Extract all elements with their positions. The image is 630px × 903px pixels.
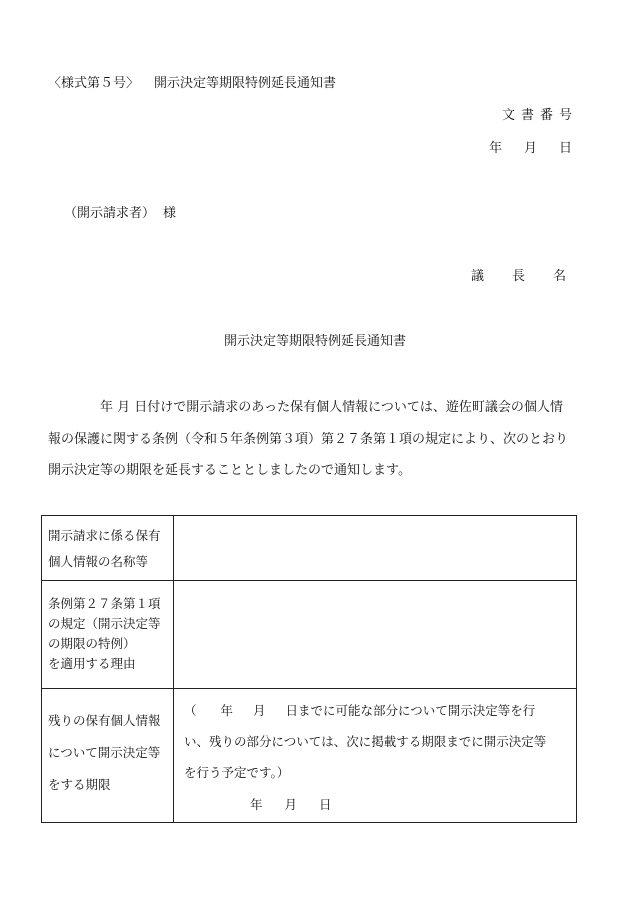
- sender-char-1: 議: [470, 269, 484, 284]
- form-title: 開示決定等期限特例延長通知書: [154, 76, 337, 91]
- row2-label-line: の規定（開示決定等: [48, 616, 161, 631]
- row2-label-line: の期限の特例）: [48, 636, 136, 651]
- sender-char-2: 長: [511, 269, 525, 284]
- body-paragraph: [48, 392, 583, 487]
- row3-label-line: をする期限: [48, 777, 111, 792]
- issue-date: [489, 137, 572, 156]
- row3-date-day: 日: [319, 797, 332, 812]
- open-paren: （: [184, 703, 197, 718]
- row2-label-line: を適用する理由: [48, 656, 136, 671]
- row1-label-line: 開示請求に係る保有: [48, 528, 161, 543]
- table-row: [42, 581, 577, 689]
- issue-date-year: 年: [488, 141, 502, 156]
- row3-date-year: 年: [250, 797, 263, 812]
- row2-value-cell: [174, 581, 577, 689]
- issue-date-month: 月: [523, 141, 537, 156]
- issue-date-day: 日: [558, 141, 572, 156]
- table-row: [42, 689, 577, 823]
- deadline-year: 年: [220, 703, 234, 718]
- addressee: [64, 202, 176, 221]
- row2-label-cell: [42, 581, 174, 689]
- row1-label-cell: [42, 516, 174, 581]
- body-line-3: 開示決定等の期限を延長することとしましたので通知します。: [48, 463, 411, 478]
- row2-label-line: 条例第２７条第１項: [48, 596, 161, 611]
- row3-value-cell: [174, 689, 577, 823]
- row3-value-line-3: を行う予定です。）: [184, 765, 290, 780]
- row3-date-month: 月: [284, 797, 298, 812]
- document-title: 開示決定等期限特例延長通知書: [223, 334, 406, 349]
- deadline-month: 月: [253, 703, 266, 718]
- sender-char-3: 名: [552, 269, 566, 284]
- row3-value-line-2: い、残りの部分については、次に掲載する期限までに開示決定等: [184, 734, 547, 749]
- row3-date: [184, 788, 566, 822]
- form-number-label: 〈様式第５号〉: [48, 76, 140, 91]
- body-line-1: [48, 392, 583, 424]
- row3-label-line: について開示決定等: [48, 745, 161, 760]
- info-table: [41, 515, 577, 823]
- body-line-1-text: 年 月 日付けで開示請求のあった保有個人情報については、遊佐町議会の個人情: [100, 400, 563, 415]
- row1-value-cell: [174, 516, 577, 581]
- document-number-label: 文書番号: [501, 108, 578, 123]
- row1-label-line: 個人情報の名称等: [48, 554, 149, 569]
- addressee-honorific: 様: [163, 206, 177, 221]
- row3-label-line: 残りの保有個人情報: [48, 713, 161, 728]
- row3-value-line-1: [184, 695, 566, 726]
- row3-label-cell: [42, 689, 174, 823]
- body-line-2: 報の保護に関する条例（令和５年条例第３項）第２７条第１項の規定により、次のとおり: [48, 431, 569, 447]
- row3-line-1-tail: 日までに可能な部分について開示決定等を行: [285, 703, 536, 718]
- table-row: [42, 516, 577, 581]
- addressee-name: （開示請求者）: [64, 206, 156, 221]
- sender-chair-name: [471, 265, 566, 284]
